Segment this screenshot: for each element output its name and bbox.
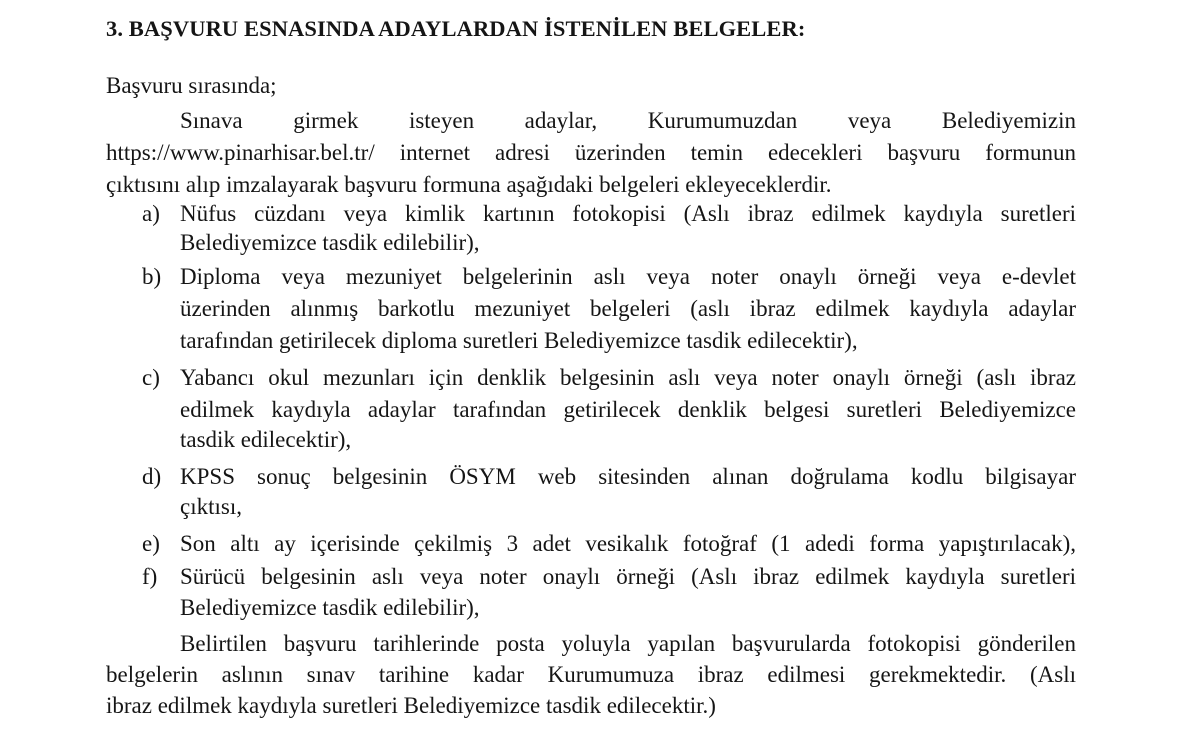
list-item-line: KPSS sonuç belgesinin ÖSYM web sitesinden alınan doğrulama kodlu bilgisayar xyxy=(180,464,1076,489)
section-heading: 3. BAŞVURU ESNASINDA ADAYLARDAN İSTENİLEN BELGELER: xyxy=(106,16,806,41)
list-item-letter: d) xyxy=(142,464,162,489)
closing-line: ibraz edilmek kaydıyla suretleri Belediyemizce tasdik edilecektir.) xyxy=(106,693,716,718)
list-item-line: Yabancı okul mezunları için denklik belgesinin aslı veya noter onaylı örneği (aslı ibraz xyxy=(180,365,1076,390)
list-item-letter: b) xyxy=(142,264,162,289)
list-item-line: edilmek kaydıyla adaylar tarafından getirilecek denklik belgesi suretleri Belediyemizce xyxy=(180,397,1076,422)
list-item-line: Belediyemizce tasdik edilebilir), xyxy=(180,230,480,255)
intro-line: https://www.pinarhisar.bel.tr/ internet adresi üzerinden temin edecekleri başvuru formunun xyxy=(106,140,1076,165)
list-item-line: Son altı ay içerisinde çekilmiş 3 adet vesikalık fotoğraf (1 adedi forma yapıştırılacak), xyxy=(180,531,1076,556)
list-item-letter: c) xyxy=(142,365,160,390)
intro-line: çıktısını alıp imzalayarak başvuru formuna aşağıdaki belgeleri ekleyeceklerdir. xyxy=(106,172,832,197)
list-item-line: tasdik edilecektir), xyxy=(180,427,352,452)
intro-lead: Başvuru sırasında; xyxy=(106,73,277,98)
list-item-line: çıktısı, xyxy=(180,494,242,519)
intro-line: Sınava girmek isteyen adaylar, Kurumumuzdan veya Belediyemizin xyxy=(180,108,1076,133)
list-item-letter: f) xyxy=(142,564,158,589)
closing-line: belgelerin aslının sınav tarihine kadar Kurumumuza ibraz edilmesi gerekmektedir. (Aslı xyxy=(106,662,1076,687)
list-item-line: tarafından getirilecek diploma suretleri Belediyemizce tasdik edilecektir), xyxy=(180,328,858,353)
list-item-line: üzerinden alınmış barkotlu mezuniyet belgeleri (aslı ibraz edilmek kaydıyla adaylar xyxy=(180,296,1076,321)
list-item-line: Diploma veya mezuniyet belgelerinin aslı veya noter onaylı örneği veya e-devlet xyxy=(180,264,1076,289)
list-item-line: Belediyemizce tasdik edilebilir), xyxy=(180,595,480,620)
list-item-letter: a) xyxy=(142,201,160,226)
list-item-letter: e) xyxy=(142,531,160,556)
list-item-line: Sürücü belgesinin aslı veya noter onaylı örneği (Aslı ibraz edilmek kaydıyla suretleri xyxy=(180,564,1076,589)
list-item-line: Nüfus cüzdanı veya kimlik kartının fotokopisi (Aslı ibraz edilmek kaydıyla suretleri xyxy=(180,201,1076,226)
closing-line: Belirtilen başvuru tarihlerinde posta yoluyla yapılan başvurularda fotokopisi gönderilen xyxy=(180,631,1076,656)
